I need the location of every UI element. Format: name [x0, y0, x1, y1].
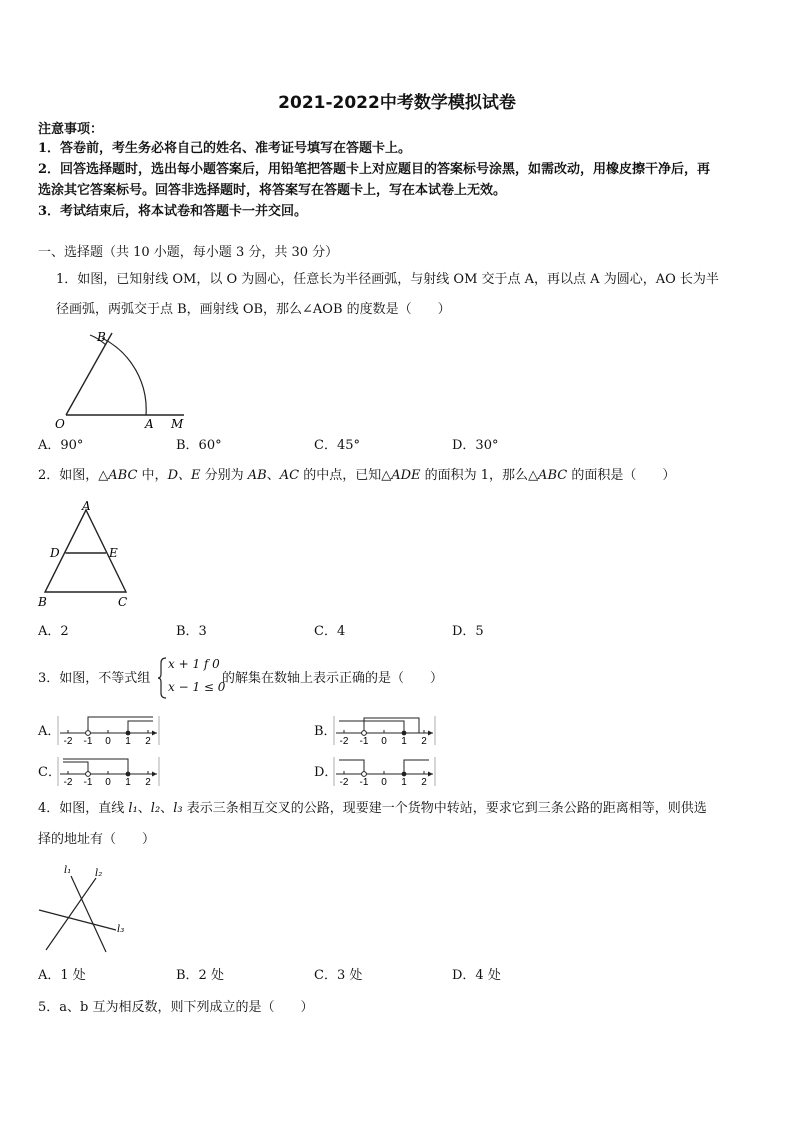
tick-label: -1	[359, 777, 369, 787]
tick-label: -2	[339, 777, 349, 787]
q4-option-a[interactable]: A．1 处	[38, 968, 86, 983]
open-point	[86, 772, 91, 777]
tick-label: 2	[421, 736, 427, 746]
notice-heading: 注意事项：	[38, 122, 104, 137]
tick-label: -1	[83, 736, 93, 746]
ray-ob	[66, 333, 112, 415]
q3-post: 的解集在数轴上表示正确的是（ ）	[222, 671, 444, 686]
tick-label: -2	[63, 777, 73, 787]
label-c: C	[118, 595, 128, 609]
axis-arrow	[152, 772, 157, 777]
label-e: E	[109, 546, 118, 560]
q2-tri-ade: △ADE	[381, 468, 421, 483]
q2-seg-ac: AC	[279, 468, 300, 483]
closed-point	[126, 772, 131, 777]
q3-pre: 3．如图，不等式组	[38, 671, 151, 686]
tick-label: -2	[63, 736, 73, 746]
tick-label: 2	[421, 777, 427, 787]
q2-mid4: 的面积为 1，那么	[420, 468, 529, 483]
ray-left-of-1	[63, 759, 128, 774]
q3-option-a-label[interactable]: A．	[38, 724, 61, 739]
q4-l3: l₃	[173, 801, 183, 816]
q1-option-d[interactable]: D．30°	[452, 438, 499, 453]
q3-option-d-label[interactable]: D．	[314, 765, 338, 780]
closed-point	[402, 731, 407, 736]
q2-pre: 2．如图，	[38, 468, 99, 483]
tick-label: -1	[359, 736, 369, 746]
tick-label: -1	[83, 777, 93, 787]
q4-pre: 4．如图，直线	[38, 801, 129, 816]
q2-seg-ab: AB	[247, 468, 267, 483]
ray-right-of-neg1	[364, 718, 419, 733]
q1-option-c[interactable]: C．45°	[314, 438, 360, 453]
axis-arrow	[152, 731, 157, 736]
label-l2: l₂	[95, 868, 103, 879]
tick-label: 0	[105, 736, 111, 746]
label-l1: l₁	[64, 865, 72, 876]
q2-post: 的面积是（ ）	[567, 468, 676, 483]
ray-left-of-1	[339, 721, 404, 733]
q2-option-c[interactable]: C．4	[314, 624, 346, 639]
tick-label: 2	[145, 736, 151, 746]
q3-option-b-label[interactable]: B．	[314, 724, 337, 739]
notice-item-3: 3．考试结束后，将本试卷和答题卡一并交回。	[38, 204, 308, 219]
ray-left-of-neg1	[339, 760, 364, 774]
label-b: B	[38, 595, 47, 609]
q4-sep1: 、	[137, 801, 151, 816]
q2-option-d[interactable]: D．5	[452, 624, 484, 639]
open-point	[362, 772, 367, 777]
q4-option-b[interactable]: B．2 处	[176, 968, 224, 983]
axis-arrow	[428, 772, 433, 777]
q4-l2: l₂	[150, 801, 161, 816]
q1-text-line2: 径画弧，两弧交于点 B，画射线 OB，那么∠AOB 的度数是（ ）	[56, 302, 451, 317]
q3-option-b-numberline[interactable]	[333, 712, 437, 746]
tick-label: 0	[381, 736, 387, 746]
q3-option-d-numberline[interactable]	[333, 753, 437, 787]
ray-le-1	[128, 721, 153, 733]
q4-option-c[interactable]: C．3 处	[314, 968, 363, 983]
notice-item-2: 2．回答选择题时，选出每小题答案后，用铅笔把答题卡上对应题目的答案标号涂黑，如需改动，用橡皮擦干净后，再	[38, 162, 711, 177]
ray-left-of-neg1	[63, 762, 88, 774]
label-l3: l₃	[117, 924, 125, 935]
q5-text: 5．a、b 互为相反数，则下列成立的是（ ）	[38, 1000, 314, 1015]
section-heading: 一、选择题（共 10 小题，每小题 3 分，共 30 分）	[38, 245, 339, 260]
q4-text-line2: 择的地址有（ ）	[38, 832, 156, 847]
tick-label: 0	[381, 777, 387, 787]
tick-label: 2	[145, 777, 151, 787]
axis-arrow	[428, 731, 433, 736]
notice-item-2-cont: 选涂其它答案标号。回答非选择题时，将答案写在答题卡上，写在本试卷上无效。	[38, 183, 507, 198]
q2-sep: 、	[266, 468, 280, 483]
label-a: A	[145, 417, 154, 431]
q4-l1: l₁	[128, 801, 138, 816]
q1-option-a[interactable]: A．90°	[38, 438, 84, 453]
q2-mid3: 的中点，已知	[299, 468, 382, 483]
q2-option-b[interactable]: B．3	[176, 624, 207, 639]
q3-brace	[157, 657, 167, 699]
q4-mid: 表示三条相互交叉的公路，现要建一个货物中转站，要求它到三条公路的距离相等，则供选	[182, 801, 707, 816]
ray-gt-neg1	[88, 717, 153, 733]
open-point	[362, 731, 367, 736]
q4-figure	[36, 858, 136, 958]
q3-option-c-label[interactable]: C．	[38, 765, 61, 780]
notice-item-1: 1．答卷前，考生务必将自己的姓名、准考证号填写在答题卡上。	[38, 141, 412, 156]
tick-label: 1	[125, 736, 131, 746]
q3-inequality-2: x − 1 ≤ 0	[168, 680, 226, 694]
q2-tri-abc-2: △ABC	[528, 468, 568, 483]
line-l1	[71, 876, 106, 952]
q2-tri-abc: △ABC	[98, 468, 138, 483]
q3-option-c-numberline[interactable]	[57, 753, 161, 787]
q2-option-a[interactable]: A．2	[38, 624, 69, 639]
q2-text	[38, 467, 675, 485]
label-b: B	[97, 330, 106, 344]
q1-figure	[54, 325, 189, 431]
q2-mid2: 分别为	[200, 468, 248, 483]
q2-mid1: 中，	[137, 468, 168, 483]
label-a: A	[82, 499, 91, 513]
tick-label: 1	[401, 777, 407, 787]
q3-option-a-numberline[interactable]	[57, 712, 161, 746]
q3-inequality-1: x + 1 f 0	[168, 657, 220, 671]
q4-option-d[interactable]: D．4 处	[452, 968, 501, 983]
label-d: D	[50, 546, 60, 560]
tick-label: 1	[125, 777, 131, 787]
q1-text-line1: 1．如图，已知射线 OM，以 O 为圆心，任意长为半径画弧，与射线 OM 交于点 A，再以点 A 为圆心，AO 长为半	[56, 272, 719, 287]
closed-point	[402, 772, 407, 777]
page-title: 2021-2022中考数学模拟试卷	[278, 93, 516, 113]
arc-from-o	[102, 338, 146, 415]
closed-point	[126, 731, 131, 736]
line-l3	[39, 910, 116, 930]
tick-label: 0	[105, 777, 111, 787]
open-point	[86, 731, 91, 736]
q4-sep2: 、	[160, 801, 174, 816]
tick-label: 1	[401, 736, 407, 746]
q1-option-b[interactable]: B．60°	[176, 438, 222, 453]
label-o: O	[55, 417, 65, 431]
q2-figure	[36, 498, 136, 610]
ray-right-of-1	[404, 760, 429, 774]
tick-label: -2	[339, 736, 349, 746]
q4-text-line1	[38, 800, 707, 818]
label-m: M	[171, 417, 184, 431]
q2-points-de: D、E	[167, 468, 201, 483]
